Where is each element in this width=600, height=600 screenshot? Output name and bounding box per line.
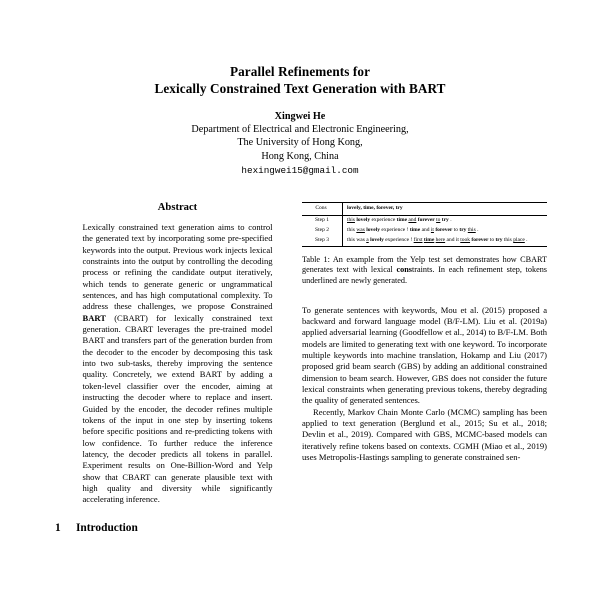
- abstract-emphasis: C: [230, 301, 237, 312]
- table-token: .: [526, 236, 528, 243]
- table-token: forever: [471, 236, 489, 243]
- table-row-label: Step 3: [315, 236, 329, 243]
- table-header-label: Cons: [315, 205, 327, 212]
- table-token: this: [503, 236, 512, 243]
- table-row: [302, 236, 547, 246]
- table-token: it: [430, 226, 434, 233]
- table-token: this: [347, 226, 355, 233]
- table-token: was: [356, 236, 365, 243]
- column-spacer: [302, 287, 547, 305]
- table-token: place: [513, 236, 525, 243]
- table-token: it: [455, 236, 459, 243]
- table-token: and: [408, 216, 417, 223]
- table-token: forever: [435, 226, 453, 233]
- abstract-text: Lexically constrained text generation aims to control the generated text by incorporating some pre-specified keywords into the output. Previous work injects lexical constraints into the output by controlling the decoding process or refining the candidate output iteratively, which tends to generate generic or ungrammatical sentences, and has high computational complexity. To address these challenges, we propose Constrained BART (CBART) for lexically constrained text generation. CBART leverages the pre-trained model BART and transfers part of the generation burden from the decoder to the encoder by decomposing this task into two sub-tasks, thereby improving the sentence quality. Concretely, we extend BART by adding a token-level classifier over the encoder, aiming at instructing the decoder where to replace and insert. Guided by the encoder, the decoder refines multiple tokens of the input in one step by inserting tokens before specific positions and re-predicting tokens with low confidence. To further reduce the inference latency, the decoder predicts all tokens in parallel. Experiment results on One-Billion-Word and Yelp show that CBART can generate plausible text with high quality and diversity while significantly accelerating inference.: [82, 222, 273, 505]
- author-affiliation-line-2: The University of Hong Kong,: [237, 137, 363, 149]
- right-paragraph-2-text: Recently, Markov Chain Monte Carlo (MCMC) sampling has been applied to text generation (Berglund et al., 2015; Su et al., 2018; Devlin et al., 2019). Compared with GBS, MCMC-based models can iteratively refine tokens based on contexts. CGMH (Miao et al., 2019) uses Metropolis-Hastings sampling to generate constrained sen-: [302, 406, 547, 463]
- constraint-keywords: lovely, time, forever, try: [347, 205, 403, 212]
- caption-emphasis: cons: [396, 265, 412, 275]
- table-token: forever: [417, 216, 435, 223]
- table-token: try: [441, 216, 449, 223]
- table-row-label: Step 1: [315, 216, 329, 223]
- author-affiliation-line-1: Department of Electrical and Electronic Engineering,: [191, 124, 409, 135]
- table-token: first: [413, 236, 423, 243]
- table-token: this: [347, 236, 355, 243]
- table-1: [302, 202, 547, 287]
- abstract-emphasis: BART: [82, 312, 106, 323]
- table-token: time: [396, 216, 408, 223]
- table-token: experience: [371, 216, 396, 223]
- table-token: a: [366, 236, 369, 243]
- table-token: this: [347, 216, 355, 223]
- table-caption-text: An example from the Yelp test set demonstrates how CBART generates text with lexical constraints. In each refinement step, tokens underlined are newly generated.: [302, 254, 547, 285]
- left-column: [55, 196, 300, 600]
- table-rule-bottom: [302, 246, 547, 247]
- table-token: time: [423, 236, 435, 243]
- right-paragraph-1-text: To generate sentences with keywords, Mou et al. (2015) proposed a backward and forward language model (B/F-LM). Liu et al. (2019a) applied adversarial learning (Goodfellow et al., 2014) to B/F-LM. Both models are limited to generating text with one keyword. To incorporate multiple keywords into machine translation, Hokamp and Liu (2017) proposed grid beam search (GBS) by adding an additional constrained dimension to beam search. However, GBS does not consider the future lexical constraints when generating previous tokens, thereby degrading the quality of generated sentences.: [302, 304, 547, 406]
- table-row-tokens: [343, 236, 548, 246]
- table-token: this: [467, 226, 476, 233]
- table-token: here: [435, 236, 446, 243]
- table-token: to: [489, 236, 495, 243]
- abstract-paragraph: [83, 222, 273, 506]
- table-token: experience: [381, 226, 406, 233]
- section-title: Introduction: [76, 521, 138, 534]
- example-table: [302, 202, 547, 247]
- table-token: and: [421, 226, 430, 233]
- table-token: time: [409, 226, 421, 233]
- table-header-value: [343, 203, 548, 215]
- table-token: lovely: [366, 226, 381, 233]
- abstract-heading: Abstract: [157, 202, 198, 213]
- table-token: lovely: [370, 236, 384, 243]
- author-email[interactable]: hexingwei15@gmail.com: [241, 165, 359, 177]
- right-column: [302, 196, 547, 600]
- section-number: 1: [55, 521, 61, 534]
- paper-title-line-1: Parallel Refinements for: [229, 64, 371, 79]
- author-name: Xingwei He: [274, 111, 326, 122]
- title-block: [0, 0, 600, 177]
- table-token: try: [495, 236, 503, 243]
- table-token: !: [410, 236, 413, 243]
- table-token: .: [450, 216, 452, 223]
- table-token: to: [453, 226, 458, 233]
- paper-title-line-2: Lexically Constrained Text Generation with BART: [154, 80, 446, 96]
- right-column-paragraph-2: [302, 407, 547, 464]
- page-title: [0, 64, 600, 97]
- table-header-row: [302, 203, 547, 215]
- table-caption-label: Table 1:: [302, 254, 330, 264]
- table-token: to: [436, 216, 441, 223]
- table-row: [302, 216, 547, 226]
- table-token: took: [460, 236, 471, 243]
- abstract-body: [83, 222, 273, 506]
- table-token: lovely: [356, 216, 371, 223]
- table-caption: [302, 255, 547, 287]
- table-token: !: [406, 226, 409, 233]
- table-row: [302, 226, 547, 236]
- table-token: .: [477, 226, 479, 233]
- right-column-paragraph-1: [302, 305, 547, 407]
- table-token: and: [446, 236, 455, 243]
- table-token: was: [356, 226, 365, 233]
- table-token: experience: [385, 236, 410, 243]
- author-affiliation-line-3: Hong Kong, China: [261, 150, 339, 162]
- table-row-label: Step 2: [315, 226, 329, 233]
- body-columns: [0, 196, 600, 600]
- section-heading-introduction: [55, 521, 300, 535]
- table-row-tokens: [343, 216, 548, 226]
- table-row-tokens: [343, 226, 548, 236]
- table-token: try: [459, 226, 467, 233]
